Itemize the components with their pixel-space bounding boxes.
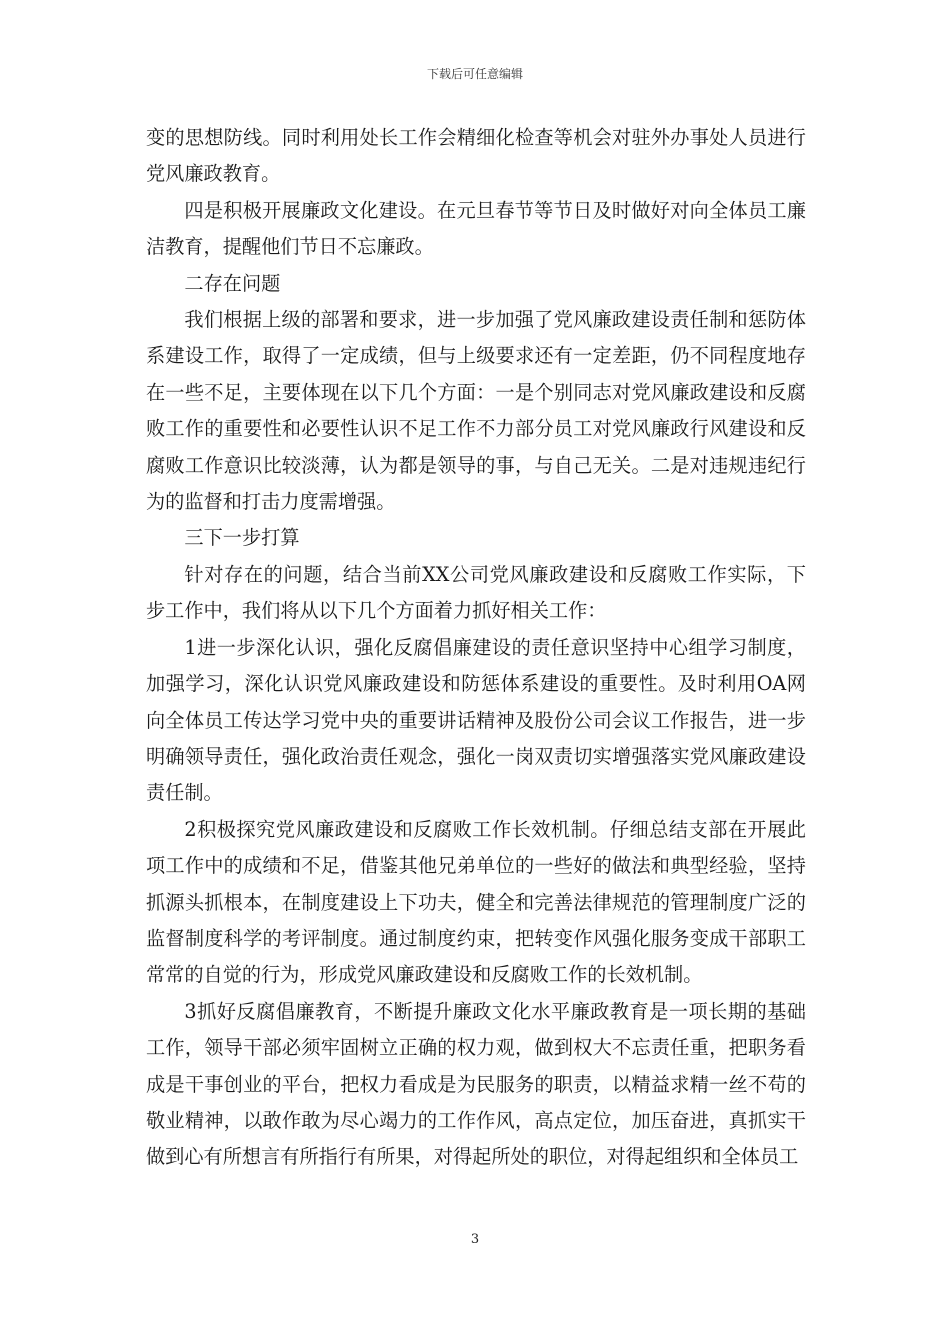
paragraph-3: 我们根据上级的部署和要求，进一步加强了党风廉政建设责任制和惩防体系建设工作，取得了一定成绩，但与上级要求还有一定差距，仍不同程度地存在一些不足，主要体现在以下几个方面：一是个别同志对党风廉政建设和反腐败工作的重要性和必要性认识不足工作不力部分员工对党风廉政行风建设和反腐败工作意识比较淡薄，认为都是领导的事，与自己无关。二是对违规违纪行为的监督和打击力度需增强。	[146, 308, 806, 514]
section-heading-problems: 二存在问题	[184, 271, 281, 295]
paragraph-6: 2积极探究党风廉政建设和反腐败工作长效机制。仔细总结支部在开展此项工作中的成绩和不足，借鉴其他兄弟单位的一些好的做法和典型经验，坚持抓源头抓根本，在制度建设上下功夫，健全和完善法律规范的管理制度广泛的监督制度科学的考评制度。通过制度约束，把转变作风强化服务变成干部职工常常的自觉的行为，形成党风廉政建设和反腐败工作的长效机制。	[146, 817, 806, 987]
paragraph-7: 3抓好反腐倡廉教育，不断提升廉政文化水平廉政教育是一项长期的基础工作，领导干部必须牢固树立正确的权力观，做到权大不忘责任重，把职务看成是干事创业的平台，把权力看成是为民服务的职责，以精益求精一丝不苟的敬业精神，以敢作敢为尽心竭力的工作作风，高点定位，加压奋进，真抓实干做到心有所想言有所指行有所果，对得起所处的职位，对得起组织和全体员工	[146, 999, 806, 1169]
paragraph-2: 四是积极开展廉政文化建设。在元旦春节等节日及时做好对向全体员工廉洁教育，提醒他们节日不忘廉政。	[146, 198, 806, 259]
page-number: 3	[470, 1232, 480, 1247]
paragraph-5: 1进一步深化认识，强化反腐倡廉建设的责任意识坚持中心组学习制度，加强学习，深化认识党风廉政建设和防惩体系建设的重要性。及时利用OA网向全体员工传达学习党中央的重要讲话精神及股份公司会议工作报告，进一步明确领导责任，强化政治责任观念，强化一岗双责切实增强落实党风廉政建设责任制。	[146, 635, 806, 805]
paragraph-1: 变的思想防线。同时利用处长工作会精细化检查等机会对驻外办事处人员进行党风廉政教育。	[146, 126, 806, 186]
section-heading-next-steps: 三下一步打算	[184, 526, 300, 550]
paragraph-4: 针对存在的问题，结合当前XX公司党风廉政建设和反腐败工作实际，下步工作中，我们将从以下几个方面着力抓好相关工作：	[146, 562, 806, 623]
document-body	[146, 120, 806, 1176]
page-header: 下载后可任意编辑	[426, 67, 523, 81]
